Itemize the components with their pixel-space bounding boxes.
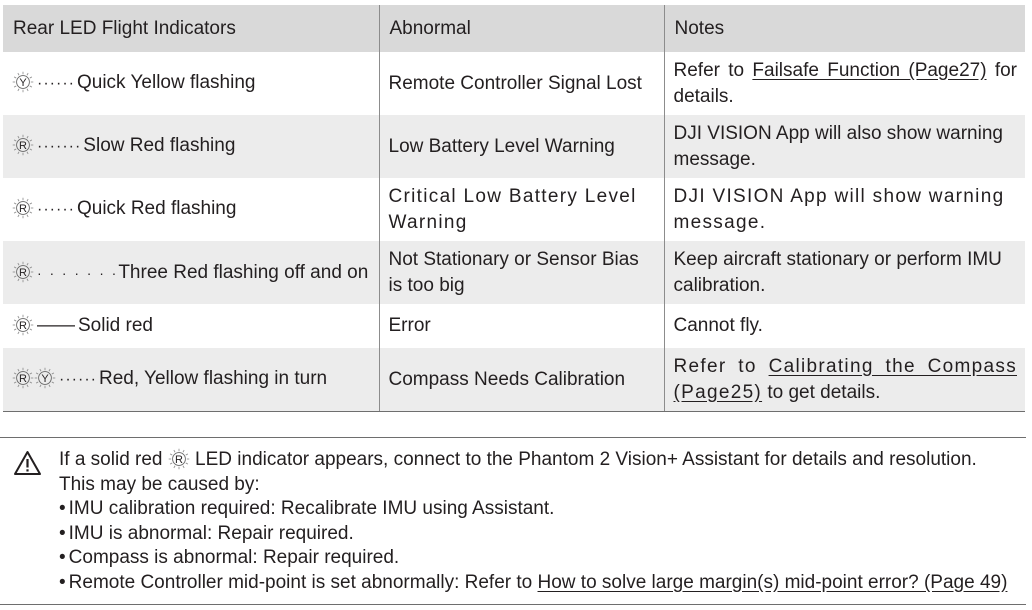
svg-text:Y: Y [19,77,27,89]
abnormal-cell: Not Stationary or Sensor Bias is too big [379,241,664,304]
flash-pattern: ······ [59,371,97,388]
table-row [3,52,1025,115]
flash-pattern: ······ [37,75,75,92]
abnormal-cell: Remote Controller Signal Lost [379,52,664,115]
notes-cell: DJI VISION App will show warning message. [664,178,1025,241]
failsafe-link[interactable]: Failsafe Function (Page27) [752,59,987,81]
svg-text:R: R [19,320,27,332]
flash-pattern: ······· [37,138,82,155]
list-item: • Compass is abnormal: Repair required. [59,546,1023,571]
led-yellow-icon [12,71,34,93]
notice-intro: This may be caused by: [59,473,260,495]
warning-triangle-icon [13,450,42,476]
table-row [3,115,1025,178]
notice-top-rule [0,437,1026,438]
svg-text:R: R [174,454,183,466]
svg-text:R: R [19,140,27,152]
led-yellow-icon [34,367,56,389]
list-item: • IMU calibration required: Recalibrate IMU using Assistant. [59,497,1023,522]
led-red-icon [12,261,34,283]
indicator-cell [3,304,379,348]
led-red-icon [168,448,190,470]
notice-text: If a solid red R LED indicator appears, connect to the Phantom 2 Vision+ Assistant for details and resolution. [59,449,977,470]
notes-cell: Refer to Calibrating the Compass (Page25) to get details. [664,348,1025,412]
table-row [3,241,1025,304]
led-red-icon [12,197,34,219]
indicator-label: Slow Red flashing [83,135,236,156]
indicator-cell [3,115,379,178]
header-abnormal: Abnormal [379,5,664,52]
list-item: • IMU is abnormal: Repair required. [59,522,1023,547]
table-row [3,304,1025,348]
led-indicator-table [3,5,1025,412]
svg-text:Y: Y [41,373,49,385]
indicator-label: Red, Yellow flashing in turn [98,368,328,389]
abnormal-cell: Critical Low Battery Level Warning [379,178,664,241]
led-red-icon [12,367,34,389]
svg-text:R: R [19,266,27,279]
notes-cell: Refer to Failsafe Function (Page27) for details. [664,52,1025,115]
indicator-label: Quick Red flashing [76,198,237,219]
table-row [3,178,1025,241]
indicator-label: Three Red flashing off and on [118,261,369,283]
flash-pattern: · · · · · · · [37,264,117,281]
flash-pattern: ······ [37,201,75,218]
header-notes: Notes [664,5,1025,52]
indicator-label: Solid red [78,315,153,336]
led-red-icon [12,314,34,336]
notes-cell: DJI VISION App will also show warning message. [664,115,1025,178]
notes-cell: Cannot fly. [664,304,1025,348]
solid-pattern: —— [37,315,75,336]
table-row [3,348,1025,412]
indicator-cell [3,178,379,241]
svg-text:R: R [19,373,27,385]
indicator-cell [3,52,379,115]
indicator-cell [3,241,379,304]
notice-box [13,448,1023,595]
svg-text:R: R [19,203,27,215]
mid-point-error-link[interactable]: How to solve large margin(s) mid-point error? (Page 49) [537,571,1008,593]
calibrating-compass-link[interactable]: Calibrating the Compass (Page25) [673,355,1017,403]
header-indicators: Rear LED Flight Indicators [3,5,379,52]
list-item: • Remote Controller mid-point is set abnormally: Refer to How to solve large margin(s) mid-point error? (Page 49) [59,571,1023,596]
notice-bottom-rule [0,604,1026,605]
cause-list [59,497,1023,595]
table-header-row [3,5,1025,52]
abnormal-cell: Error [379,304,664,348]
abnormal-cell: Low Battery Level Warning [379,115,664,178]
led-red-icon [12,134,34,156]
abnormal-cell: Compass Needs Calibration [379,348,664,412]
indicator-cell [3,348,379,412]
notes-cell: Keep aircraft stationary or perform IMU calibration. [664,241,1025,304]
indicator-label: Quick Yellow flashing [76,72,256,93]
